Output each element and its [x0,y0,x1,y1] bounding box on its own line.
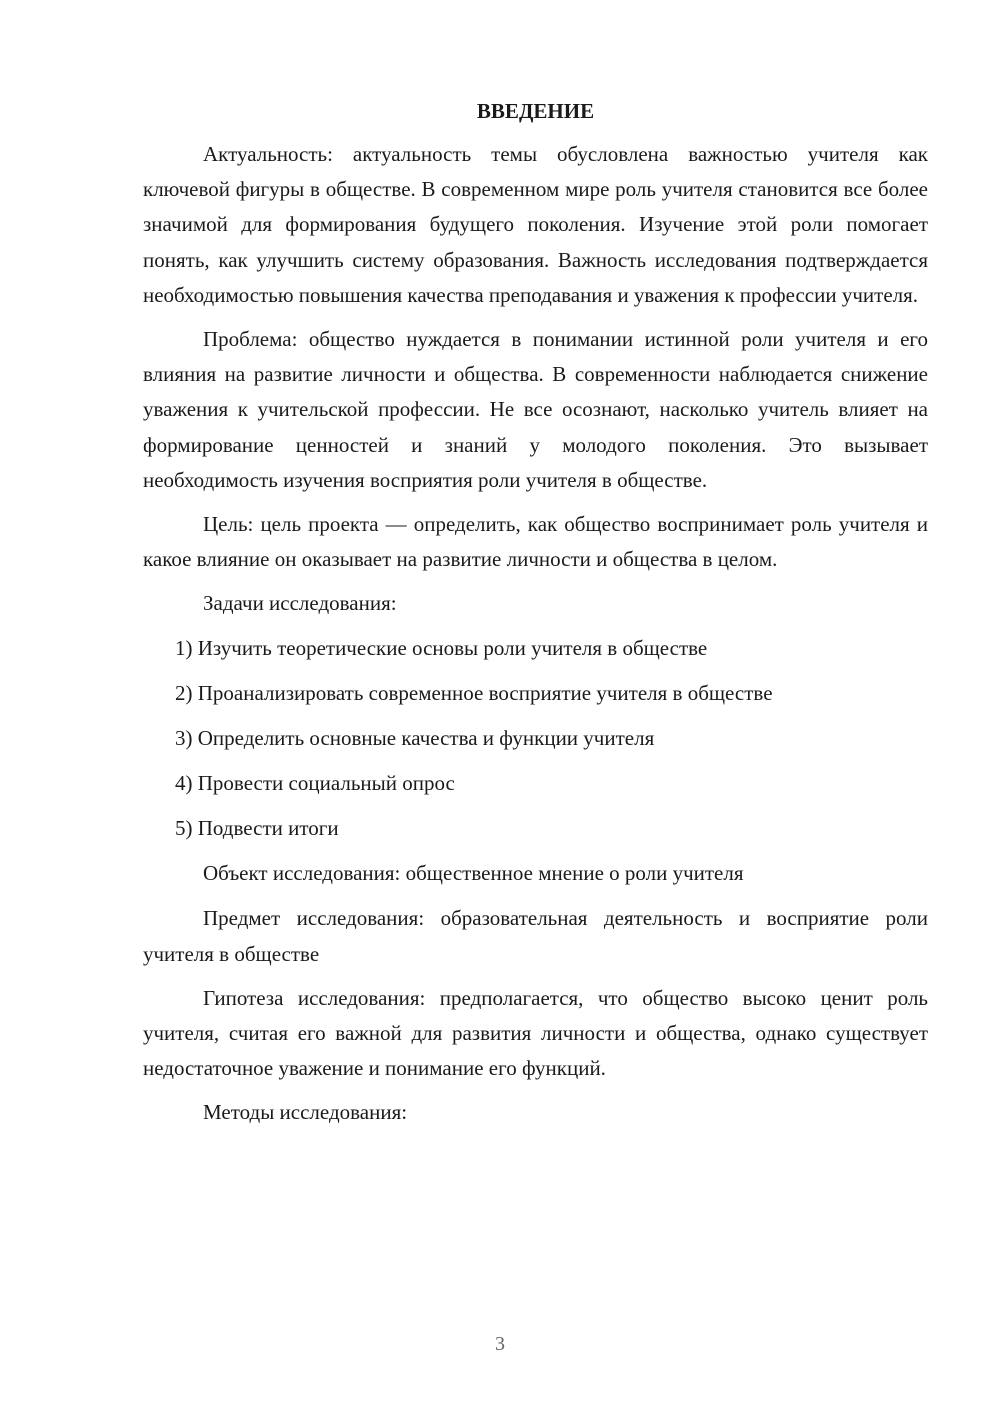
list-item: 3) Определить основные качества и функции учителя [175,726,655,751]
list-item: 5) Подвести итоги [175,816,339,841]
problem-paragraph: Проблема: общество нуждается в понимании истинной роли учителя и его влияния на развитие личности и общества. В современности наблюдается снижение уважения к учительской профессии. Не все осознают, насколько учитель влияет на формирование ценностей и знаний у молодого поколения. Это вызывает необходимость изучения восприятия роли учителя в обществе. [143,327,928,492]
methods-heading: Методы исследования: [203,1100,408,1125]
page-title: ВВЕДЕНИЕ [476,99,595,123]
goal-paragraph: Цель: цель проекта — определить, как общество воспринимает роль учителя и какое влияние он оказывает на развитие личности и общества в целом. [143,512,928,572]
hypothesis-paragraph: Гипотеза исследования: предполагается, что общество высоко ценит роль учителя, считая его важной для развития личности и общества, однако существует недостаточное уважение и понимание его функций. [143,985,928,1081]
tasks-list [143,631,928,846]
list-item: 2) Проанализировать современное восприятие учителя в обществе [175,681,773,706]
subject-paragraph: Предмет исследования: образовательная деятельность и восприятие роли учителя в обществе [143,906,928,966]
document-page [143,95,928,1140]
tasks-heading: Задачи исследования: [203,591,397,616]
page-number: 3 [495,1333,505,1355]
list-item: 1) Изучить теоретические основы роли учителя в обществе [175,636,708,661]
list-item: 4) Провести социальный опрос [175,771,455,796]
relevance-paragraph: Актуальность: актуальность темы обусловлена важностью учителя как ключевой фигуры в обществе. В современном мире роль учителя становится все более значимой для формирования будущего поколения. Изучение этой роли помогает понять, как улучшить систему образования. Важность исследования подтверждается необходимостью повышения качества преподавания и уважения к профессии учителя. [143,142,928,307]
object-paragraph: Объект исследования: общественное мнение о роли учителя [203,861,744,886]
